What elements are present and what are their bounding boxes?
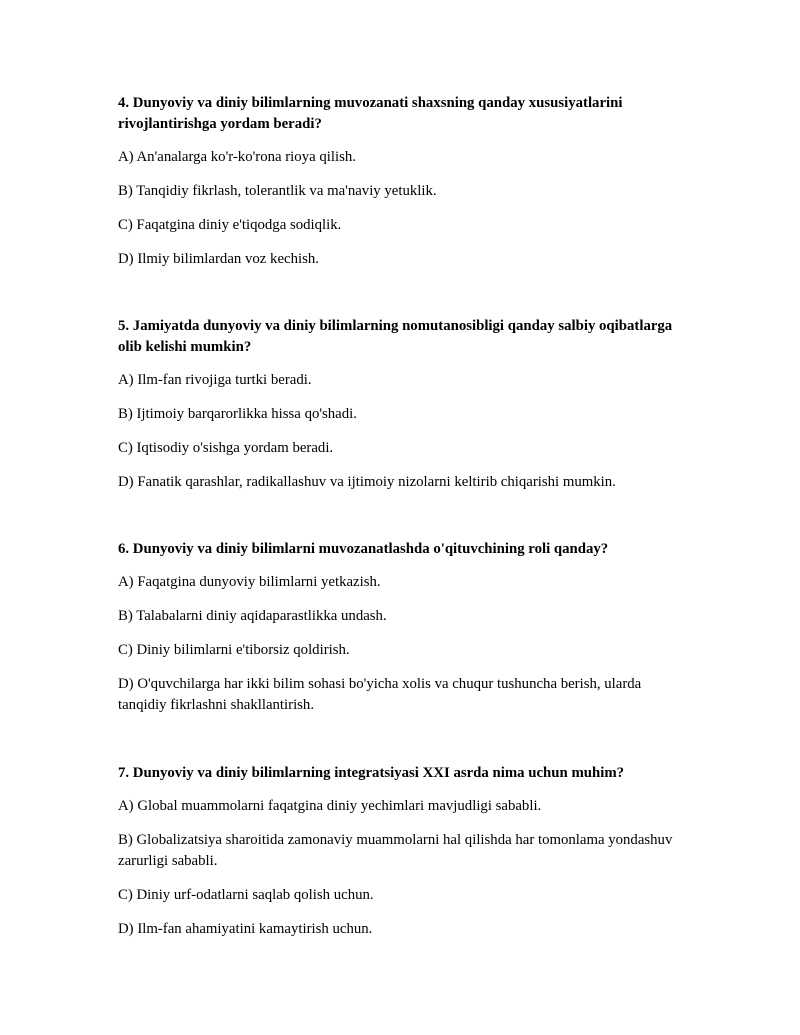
answer-option-b: B) Ijtimoiy barqarorlikka hissa qo'shadi. xyxy=(118,406,357,422)
answer-option-c: C) Diniy bilimlarni e'tiborsiz qoldirish. xyxy=(118,642,350,658)
answer-option-b: B) Talabalarni diniy aqidaparastlikka undash. xyxy=(118,608,387,624)
answer-option-d: D) O'quvchilarga har ikki bilim sohasi bo'yicha xolis va chuqur tushuncha berish, ularda tanqidiy fikrlashni shakllantirish. xyxy=(118,676,642,713)
question-title: 5. Jamiyatda dunyoviy va diniy bilimlarning nomutanosibligi qanday salbiy oqibatlarga olib kelishi mumkin? xyxy=(118,318,673,355)
answer-option-a: A) Global muammolarni faqatgina diniy yechimlari mavjudligi sababli. xyxy=(118,798,542,814)
answer-option-a: A) An'analarga ko'r-ko'rona rioya qilish. xyxy=(118,149,356,165)
answer-option-d: D) Ilmiy bilimlardan voz kechish. xyxy=(118,251,319,267)
answer-option-c: C) Diniy urf-odatlarni saqlab qolish uchun. xyxy=(118,887,374,903)
question-title: 6. Dunyoviy va diniy bilimlarni muvozanatlashda o'qituvchining roli qanday? xyxy=(118,541,609,557)
answer-option-c: C) Faqatgina diniy e'tiqodga sodiqlik. xyxy=(118,217,342,233)
question-title: 4. Dunyoviy va diniy bilimlarning muvozanati shaxsning qanday xususiyatlarini rivojlantirishga yordam beradi? xyxy=(118,95,623,132)
answer-option-c: C) Iqtisodiy o'sishga yordam beradi. xyxy=(118,440,334,456)
question-4 xyxy=(118,93,686,283)
question-title: 7. Dunyoviy va diniy bilimlarning integratsiyasi XXI asrda nima uchun muhim? xyxy=(118,765,625,781)
question-6 xyxy=(118,539,686,729)
question-7 xyxy=(118,763,686,953)
answer-option-b: B) Globalizatsiya sharoitida zamonaviy muammolarni hal qilishda har tomonlama yondashuv zarurligi sababli. xyxy=(118,832,673,869)
answer-option-a: A) Faqatgina dunyoviy bilimlarni yetkazish. xyxy=(118,574,381,590)
answer-option-d: D) Fanatik qarashlar, radikallashuv va ijtimoiy nizolarni keltirib chiqarishi mumkin. xyxy=(118,474,616,490)
answer-option-b: B) Tanqidiy fikrlash, tolerantlik va ma'naviy yetuklik. xyxy=(118,183,437,199)
answer-option-a: A) Ilm-fan rivojiga turtki beradi. xyxy=(118,372,312,388)
question-5 xyxy=(118,316,686,506)
answer-option-d: D) Ilm-fan ahamiyatini kamaytirish uchun. xyxy=(118,921,373,937)
